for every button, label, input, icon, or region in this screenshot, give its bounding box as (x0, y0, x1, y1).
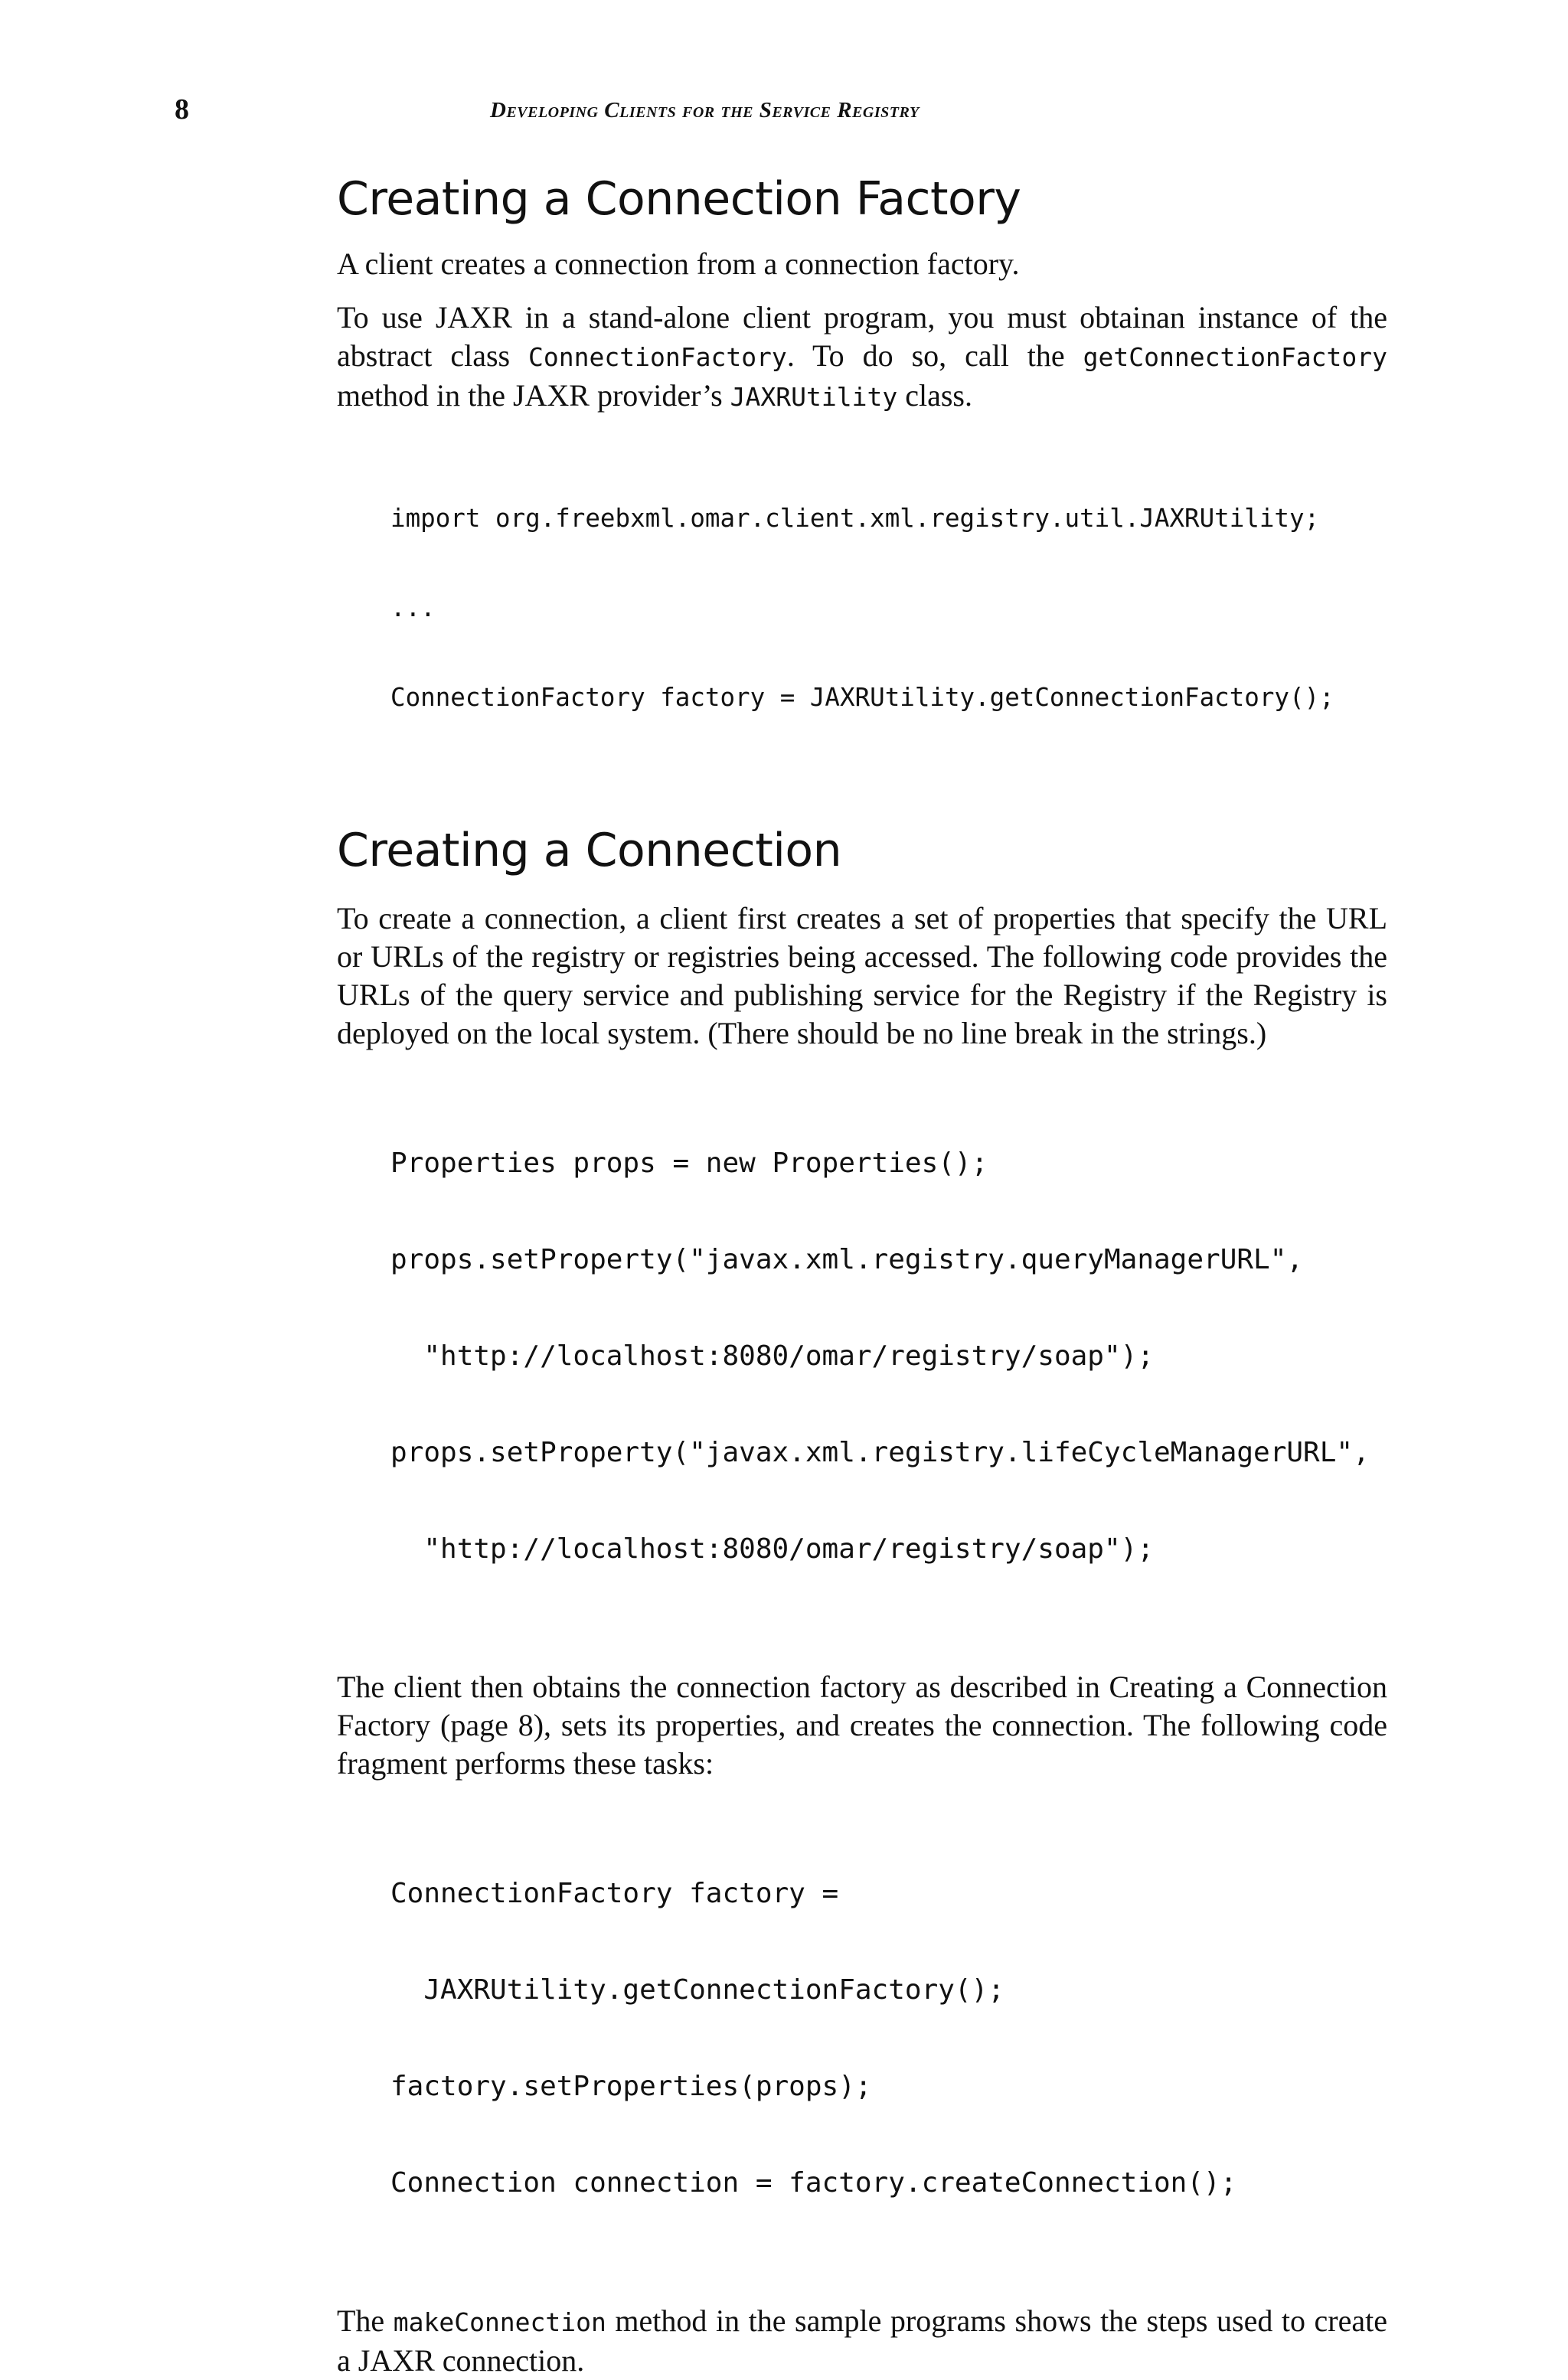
heading-creating-connection: Creating a Connection (337, 824, 842, 877)
code-connectionfactory: ConnectionFactory (528, 342, 787, 372)
paragraph-client-creates: A client creates a connection from a connection factory. (337, 246, 1020, 281)
text-span: To use JAXR in a stand-alone client program, you must obtainan instance of the abstract class (337, 300, 1387, 373)
code-block-create-connection (337, 1814, 1387, 2264)
paragraph-create-connection: To create a connection, a client first creates a set of properties that specify the URL or URLs of the registry or registries being accessed. The following code provides the URLs of the query service and publishing service for the Registry if the Registry is deployed on the local system. (There should be no line break in the strings.) (337, 901, 1387, 1050)
code-block-properties (337, 1083, 1387, 1630)
code-getconnectionfactory: getConnectionFactory (1083, 342, 1387, 372)
code-line: ... (390, 593, 436, 622)
code-line: Properties props = new Properties(); (390, 1148, 988, 1179)
code-line: props.setProperty("javax.xml.registry.queryManagerURL", (390, 1244, 1304, 1275)
page-number: 8 (175, 93, 189, 126)
text-span: method in the sample programs shows the steps used to create a JAXR connection. (337, 2303, 1387, 2378)
code-line: ConnectionFactory factory = (390, 1878, 839, 1909)
text-span: . To do so, call the (786, 338, 1083, 373)
text-span: class. (897, 378, 972, 413)
text-span: method in the JAXR provider’s (337, 378, 730, 413)
running-header (490, 93, 920, 127)
code-makeconnection: makeConnection (393, 2307, 606, 2337)
code-line: Connection connection = factory.createConnection(); (390, 2167, 1237, 2199)
code-line: "http://localhost:8080/omar/registry/soap"); (390, 1533, 1154, 1565)
text-span: The (337, 2303, 394, 2338)
code-line: "http://localhost:8080/omar/registry/soap"); (390, 1340, 1154, 1372)
code-jaxrutility: JAXRUtility (730, 382, 898, 412)
code-line: props.setProperty("javax.xml.registry.lifeCycleManagerURL", (390, 1437, 1370, 1468)
code-line: ConnectionFactory factory = JAXRUtility.getConnectionFactory(); (390, 683, 1334, 712)
paragraph-use-jaxr (337, 299, 1387, 416)
running-header-title: Developing Clients for the Service Registry (490, 98, 920, 122)
paragraph-make-connection (337, 2302, 1387, 2380)
page-content (337, 168, 1387, 2380)
code-line: import org.freebxml.omar.client.xml.registry.util.JAXRUtility; (390, 504, 1320, 533)
code-line: factory.setProperties(props); (390, 2071, 872, 2102)
code-block-factory (337, 444, 1387, 772)
paragraph-client-obtains: The client then obtains the connection factory as described in Creating a Connection Factory (page 8), sets its properties, and creates the connection. The following code fragment performs these tasks: (337, 1670, 1387, 1781)
heading-creating-connection-factory: Creating a Connection Factory (337, 172, 1021, 226)
code-line: JAXRUtility.getConnectionFactory(); (390, 1974, 1004, 2006)
